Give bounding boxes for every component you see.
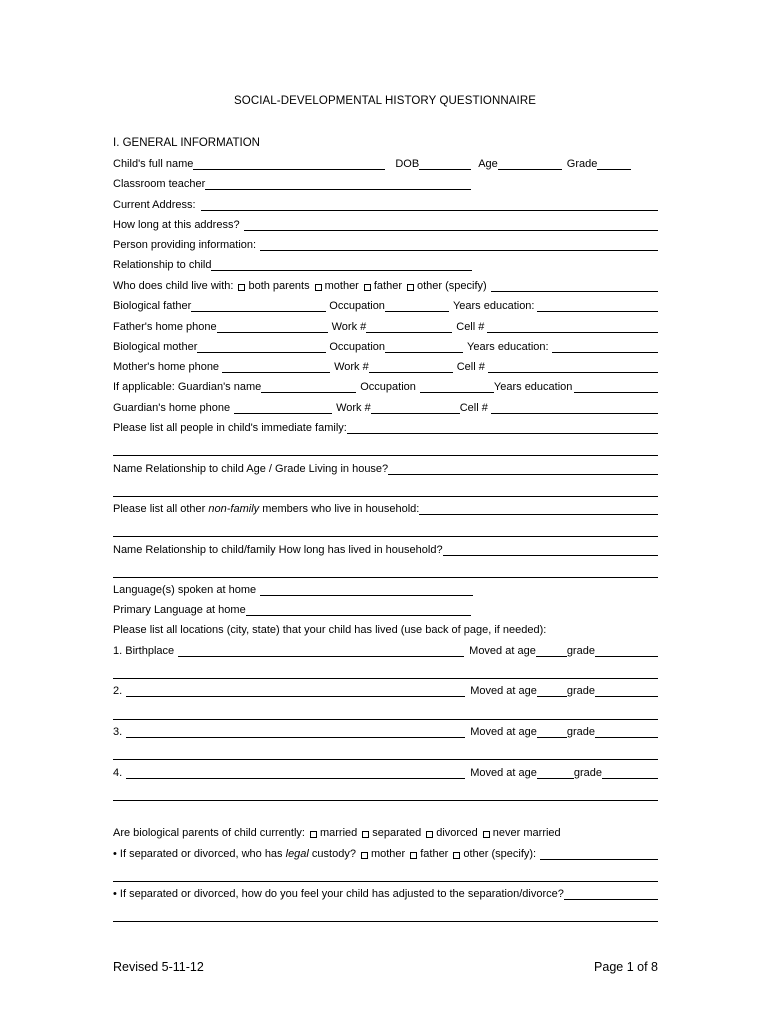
location-2-moved-label: Moved at age bbox=[470, 685, 537, 697]
guardian-name-label: If applicable: Guardian's name bbox=[113, 381, 262, 393]
mother-work-field[interactable] bbox=[369, 362, 453, 373]
primary-language-field[interactable] bbox=[246, 605, 471, 616]
relationship-row bbox=[113, 257, 658, 271]
location-1-moved-label: Moved at age bbox=[469, 645, 536, 657]
location-3-age-field[interactable] bbox=[537, 727, 567, 738]
father-cell-label: Cell # bbox=[456, 321, 485, 333]
biological-father-label: Biological father bbox=[113, 300, 192, 312]
other-checkbox[interactable] bbox=[407, 284, 414, 291]
mother-work-label: Work # bbox=[334, 361, 369, 373]
grade-field[interactable] bbox=[597, 159, 631, 170]
father-option: father bbox=[373, 280, 402, 292]
classroom-teacher-field[interactable] bbox=[205, 179, 471, 190]
family-columns-field[interactable] bbox=[388, 464, 658, 475]
how-long-address-field[interactable] bbox=[244, 220, 658, 231]
guardian-cell-field[interactable] bbox=[491, 403, 658, 414]
dob-field[interactable] bbox=[419, 159, 471, 170]
custody-father-option: father bbox=[420, 848, 449, 860]
current-address-row bbox=[113, 197, 658, 211]
mothers-home-phone-label: Mother's home phone bbox=[113, 361, 220, 373]
location-2-grade-field[interactable] bbox=[595, 686, 658, 697]
footer-revised-date: Revised 5-11-12 bbox=[113, 960, 204, 974]
nonfamily-row bbox=[113, 501, 658, 515]
relationship-label: Relationship to child bbox=[113, 259, 212, 271]
custody-other-checkbox[interactable] bbox=[453, 852, 460, 859]
father-years-education-field[interactable] bbox=[537, 301, 658, 312]
how-long-address-label: How long at this address? bbox=[113, 219, 240, 231]
father-occupation-label: Occupation bbox=[329, 300, 385, 312]
biological-mother-field[interactable] bbox=[197, 342, 326, 353]
grade-label: Grade bbox=[566, 158, 598, 170]
location-3-label: 3. bbox=[113, 726, 123, 738]
custody-mother-option: mother bbox=[370, 848, 406, 860]
location-2-age-field[interactable] bbox=[537, 686, 567, 697]
other-specify-option: other (specify) bbox=[417, 280, 487, 292]
guardian-occupation-field[interactable] bbox=[420, 382, 494, 393]
mother-option: mother bbox=[324, 280, 359, 292]
dob-label: DOB bbox=[395, 158, 420, 170]
nonfamily-columns-label: Name Relationship to child/family How long has lived in household? bbox=[113, 544, 443, 556]
biological-father-field[interactable] bbox=[191, 301, 326, 312]
location-4-label: 4. bbox=[113, 767, 123, 779]
separated-checkbox[interactable] bbox=[362, 831, 369, 838]
father-phone-row bbox=[113, 319, 658, 333]
guardian-years-education-field[interactable] bbox=[574, 382, 658, 393]
guardians-home-phone-field[interactable] bbox=[234, 403, 332, 414]
custody-other-option: other (specify): bbox=[463, 848, 537, 860]
languages-field[interactable] bbox=[260, 585, 473, 596]
languages-row bbox=[113, 582, 658, 596]
divorced-checkbox[interactable] bbox=[426, 831, 433, 838]
mother-checkbox[interactable] bbox=[315, 284, 322, 291]
custody-line[interactable] bbox=[113, 881, 658, 882]
guardian-occupation-label: Occupation bbox=[360, 381, 416, 393]
mother-phone-row bbox=[113, 359, 658, 373]
mother-years-education-field[interactable] bbox=[552, 342, 658, 353]
location-4-age-field[interactable] bbox=[537, 768, 574, 779]
adjusted-row bbox=[113, 886, 658, 900]
immediate-family-field[interactable] bbox=[347, 423, 658, 434]
location-1-label: 1. Birthplace bbox=[113, 645, 175, 657]
mother-cell-field[interactable] bbox=[488, 362, 658, 373]
custody-other-field[interactable] bbox=[540, 849, 658, 860]
guardians-home-phone-label: Guardian's home phone bbox=[113, 402, 231, 414]
location-3-line[interactable] bbox=[113, 759, 658, 760]
father-cell-field[interactable] bbox=[487, 322, 658, 333]
mother-cell-label: Cell # bbox=[456, 361, 485, 373]
nonfamily-columns-field[interactable] bbox=[443, 545, 658, 556]
location-3-grade-label: grade bbox=[566, 726, 595, 738]
section-heading-general-information: I. GENERAL INFORMATION bbox=[113, 137, 260, 149]
location-1-row bbox=[113, 643, 658, 657]
custody-label-post: custody? bbox=[308, 848, 356, 860]
biological-father-row bbox=[113, 298, 658, 312]
location-1-grade-label: grade bbox=[566, 645, 595, 657]
locations-instruction: Please list all locations (city, state) that your child has lived (use back of page, if needed): bbox=[113, 624, 547, 636]
family-columns-line[interactable] bbox=[113, 496, 658, 497]
document-title: SOCIAL-DEVELOPMENTAL HISTORY QUESTIONNAIRE bbox=[234, 95, 536, 107]
lives-with-label: Who does child live with: bbox=[113, 280, 234, 292]
classroom-teacher-label: Classroom teacher bbox=[113, 178, 206, 190]
mothers-home-phone-field[interactable] bbox=[222, 362, 330, 373]
immediate-family-label: Please list all people in child's immediate family: bbox=[113, 422, 347, 434]
adjusted-field[interactable] bbox=[564, 889, 658, 900]
guardian-work-label: Work # bbox=[336, 402, 371, 414]
relationship-field[interactable] bbox=[211, 260, 472, 271]
biological-mother-row bbox=[113, 339, 658, 353]
location-4-grade-field[interactable] bbox=[602, 768, 658, 779]
person-providing-label: Person providing information: bbox=[113, 239, 257, 251]
adjusted-line[interactable] bbox=[113, 921, 658, 922]
child-full-name-field[interactable] bbox=[193, 159, 385, 170]
person-providing-row bbox=[113, 237, 658, 251]
location-1-field[interactable] bbox=[178, 646, 464, 657]
how-long-address-row bbox=[113, 217, 658, 231]
father-work-label: Work # bbox=[331, 321, 367, 333]
nonfamily-label-emphasis: non-family bbox=[208, 503, 260, 515]
location-1-line[interactable] bbox=[113, 678, 658, 679]
married-checkbox[interactable] bbox=[310, 831, 317, 838]
current-address-field[interactable] bbox=[201, 200, 658, 211]
location-3-row bbox=[113, 724, 658, 738]
classroom-teacher-row bbox=[113, 176, 658, 190]
guardian-name-field[interactable] bbox=[261, 382, 356, 393]
fathers-home-phone-label: Father's home phone bbox=[113, 321, 217, 333]
separated-option: separated bbox=[372, 827, 422, 839]
lives-with-row bbox=[113, 278, 658, 292]
divorced-option: divorced bbox=[436, 827, 478, 839]
mother-occupation-label: Occupation bbox=[329, 341, 386, 353]
child-info-row bbox=[113, 156, 658, 170]
primary-language-row bbox=[113, 602, 658, 616]
person-providing-field[interactable] bbox=[260, 240, 658, 251]
age-label: Age bbox=[478, 158, 498, 170]
location-4-row bbox=[113, 765, 658, 779]
father-work-field[interactable] bbox=[366, 322, 452, 333]
location-3-field[interactable] bbox=[126, 727, 465, 738]
location-3-moved-label: Moved at age bbox=[470, 726, 537, 738]
child-full-name-label: Child's full name bbox=[113, 158, 194, 170]
mother-occupation-field[interactable] bbox=[385, 342, 463, 353]
adjusted-label: • If separated or divorced, how do you feel your child has adjusted to the separation/divorce? bbox=[113, 888, 564, 900]
guardian-work-field[interactable] bbox=[371, 403, 460, 414]
mother-years-education-label: Years education: bbox=[467, 341, 549, 353]
immediate-family-row bbox=[113, 420, 658, 434]
biological-mother-label: Biological mother bbox=[113, 341, 198, 353]
immediate-family-line[interactable] bbox=[113, 455, 658, 456]
custody-row bbox=[113, 846, 658, 860]
other-specify-field[interactable] bbox=[491, 281, 658, 292]
primary-language-label: Primary Language at home bbox=[113, 604, 246, 616]
father-years-education-label: Years education: bbox=[452, 300, 535, 312]
locations-instruction-row bbox=[113, 622, 658, 636]
parents-status-label: Are biological parents of child currently: bbox=[113, 827, 305, 839]
location-2-label: 2. bbox=[113, 685, 123, 697]
family-columns-label: Name Relationship to child Age / Grade Living in house? bbox=[113, 463, 389, 475]
location-1-age-field[interactable] bbox=[536, 646, 567, 657]
guardian-cell-label: Cell # bbox=[459, 402, 488, 414]
location-2-grade-label: grade bbox=[566, 685, 595, 697]
custody-label-pre: • If separated or divorced, who has bbox=[113, 848, 286, 860]
fathers-home-phone-field[interactable] bbox=[217, 322, 328, 333]
married-option: married bbox=[319, 827, 358, 839]
location-4-grade-label: grade bbox=[573, 767, 602, 779]
location-4-moved-label: Moved at age bbox=[470, 767, 537, 779]
location-2-field[interactable] bbox=[126, 686, 465, 697]
custody-label-emphasis: legal bbox=[285, 848, 309, 860]
guardian-years-education-label: Years education bbox=[493, 381, 573, 393]
both-parents-option: both parents bbox=[248, 280, 310, 292]
never-married-checkbox[interactable] bbox=[483, 831, 490, 838]
location-2-line[interactable] bbox=[113, 719, 658, 720]
location-4-field[interactable] bbox=[126, 768, 465, 779]
father-checkbox[interactable] bbox=[364, 284, 371, 291]
nonfamily-columns-row bbox=[113, 542, 658, 556]
custody-mother-checkbox[interactable] bbox=[361, 852, 368, 859]
guardian-phone-row bbox=[113, 400, 658, 414]
nonfamily-label-pre: Please list all other bbox=[113, 503, 209, 515]
current-address-label: Current Address: bbox=[113, 199, 196, 211]
father-occupation-field[interactable] bbox=[385, 301, 449, 312]
guardian-row bbox=[113, 379, 658, 393]
nonfamily-label-post: members who live in household: bbox=[259, 503, 420, 515]
location-4-line[interactable] bbox=[113, 800, 658, 801]
location-2-row bbox=[113, 683, 658, 697]
age-field[interactable] bbox=[498, 159, 562, 170]
location-3-grade-field[interactable] bbox=[595, 727, 658, 738]
languages-label: Language(s) spoken at home bbox=[113, 584, 257, 596]
location-1-grade-field[interactable] bbox=[595, 646, 658, 657]
nonfamily-line[interactable] bbox=[113, 536, 658, 537]
never-married-option: never married bbox=[492, 827, 561, 839]
both-parents-checkbox[interactable] bbox=[238, 284, 245, 291]
nonfamily-columns-line[interactable] bbox=[113, 577, 658, 578]
custody-father-checkbox[interactable] bbox=[410, 852, 417, 859]
family-columns-row bbox=[113, 461, 658, 475]
footer-page-number: Page 1 of 8 bbox=[594, 960, 658, 974]
nonfamily-field[interactable] bbox=[419, 504, 658, 515]
parents-status-row bbox=[113, 825, 658, 839]
